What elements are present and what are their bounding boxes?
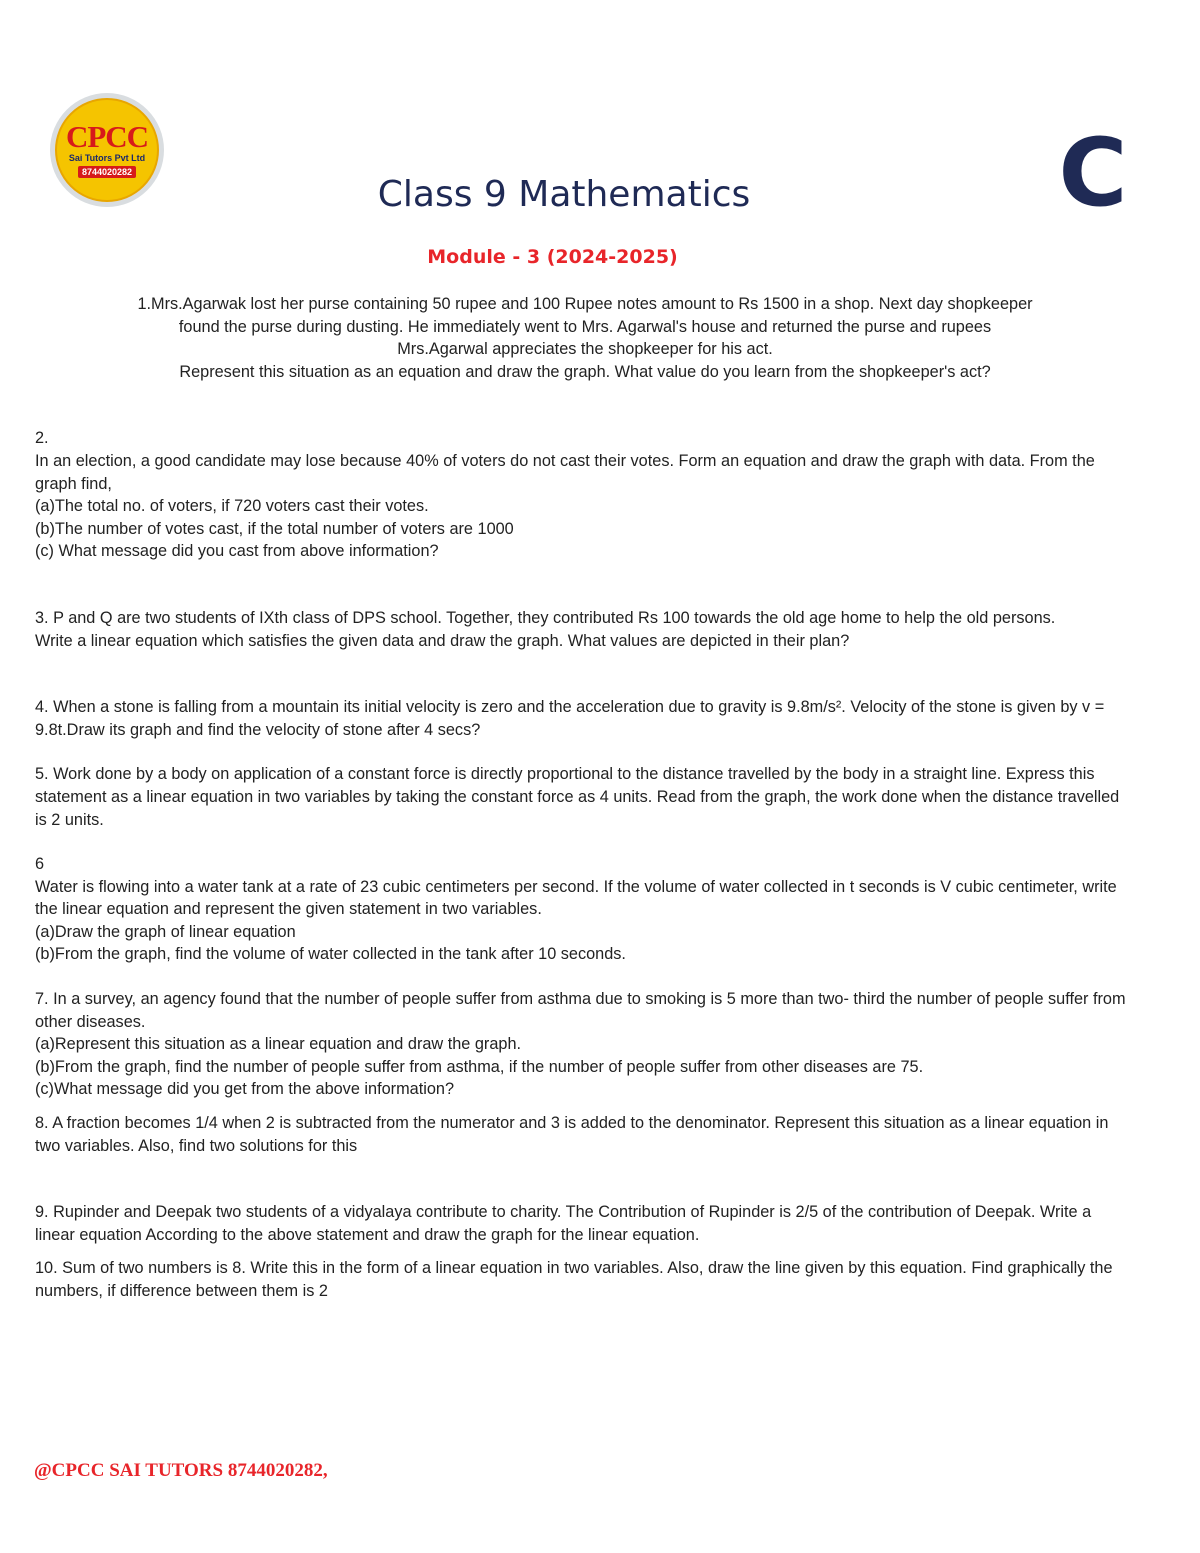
question-1-line: Mrs.Agarwal appreciates the shopkeeper for his act.	[397, 340, 773, 359]
question-part: (c) What message did you cast from above information?	[35, 542, 439, 561]
question-stem: 7. In a survey, an agency found that the number of people suffer from asthma due to smoking is 5 more than two- third the number of people suffer from other diseases.	[35, 990, 1126, 1031]
question-part: (a)The total no. of voters, if 720 voters cast their votes.	[35, 497, 429, 516]
question-text: 10. Sum of two numbers is 8. Write this in the form of a linear equation in two variables. Also, draw the line given by this equation. Find graphically the numbers, if difference between them is 2	[35, 1259, 1113, 1300]
question-task: Write a linear equation which satisfies the given data and draw the graph. What values are depicted in their plan?	[35, 631, 850, 650]
question-3	[35, 607, 1135, 652]
question-part: (b)The number of votes cast, if the total number of voters are 1000	[35, 519, 514, 538]
question-1	[35, 293, 1135, 383]
page-title: Class 9 Mathematics	[377, 174, 751, 215]
question-text: 5. Work done by a body on application of a constant force is directly proportional to the distance travelled by the body in a straight line. Express this statement as a linear equation in two variables by taking the constant force as 4 units. Read from the graph, the work done when the distance travelled is 2 units.	[35, 765, 1120, 829]
logo-phone-text: 8744020282	[78, 166, 136, 178]
question-10	[35, 1257, 1135, 1302]
question-7	[35, 988, 1135, 1101]
question-1-line: Represent this situation as an equation and draw the graph. What value do you learn from the shopkeeper's act?	[179, 362, 991, 381]
question-part: (c)What message did you get from the above information?	[35, 1080, 454, 1099]
question-part: (a)Represent this situation as a linear equation and draw the graph.	[35, 1035, 522, 1054]
question-text: 8. A fraction becomes 1/4 when 2 is subtracted from the numerator and 3 is added to the denominator. Represent this situation as a linear equation in two variables. Also, find two solutions for this	[35, 1114, 1109, 1155]
question-number: 2.	[35, 429, 49, 448]
question-text: 9. Rupinder and Deepak two students of a vidyalaya contribute to charity. The Contribution of Rupinder is 2/5 of the contribution of Deepak. Write a linear equation According to the above statement and draw the graph for the linear equation.	[35, 1203, 1092, 1244]
question-9	[35, 1201, 1135, 1246]
question-part: (b)From the graph, find the volume of water collected in the tank after 10 seconds.	[35, 945, 626, 964]
question-2	[35, 427, 1135, 563]
question-4	[35, 696, 1135, 741]
question-6	[35, 853, 1135, 966]
question-5	[35, 763, 1135, 831]
question-list	[35, 293, 1135, 1303]
question-part: (b)From the graph, find the number of people suffer from asthma, if the number of people suffer from other diseases are 75.	[35, 1057, 924, 1076]
question-text: 4. When a stone is falling from a mountain its initial velocity is zero and the acceleration due to gravity is 9.8m/s². Velocity of the stone is given by v = 9.8t.Draw its graph and find the velocity of stone after 4 secs?	[35, 698, 1105, 739]
question-8	[35, 1112, 1135, 1157]
logo-main-text: CPCC	[65, 119, 149, 154]
question-1-line: found the purse during dusting. He immediately went to Mrs. Agarwal's house and returned the purse and rupees	[178, 317, 992, 336]
question-1-line: 1.Mrs.Agarwak lost her purse containing 50 rupee and 100 Rupee notes amount to Rs 1500 in a shop. Next day shopkeeper	[137, 295, 1033, 313]
question-number: 6	[35, 855, 45, 874]
question-stem: In an election, a good candidate may lose because 40% of voters do not cast their votes. Form an equation and draw the graph with data. From the graph find,	[35, 451, 1095, 493]
question-stem: 3. P and Q are two students of IXth class of DPS school. Together, they contributed Rs 100 towards the old age home to help the old persons.	[35, 608, 1056, 627]
logo-sub-text: Sai Tutors Pvt Ltd	[68, 153, 146, 163]
question-part: (a)Draw the graph of linear equation	[35, 922, 296, 941]
corner-letter-mark: C	[1058, 119, 1128, 228]
footer-credit: @CPCC SAI TUTORS 8744020282,	[34, 1460, 328, 1481]
module-subtitle: Module - 3 (2024-2025)	[427, 246, 678, 268]
question-stem: Water is flowing into a water tank at a rate of 23 cubic centimeters per second. If the volume of water collected in t seconds is V cubic centimeter, write the linear equation and represent the given statement in two variables.	[35, 877, 1117, 919]
